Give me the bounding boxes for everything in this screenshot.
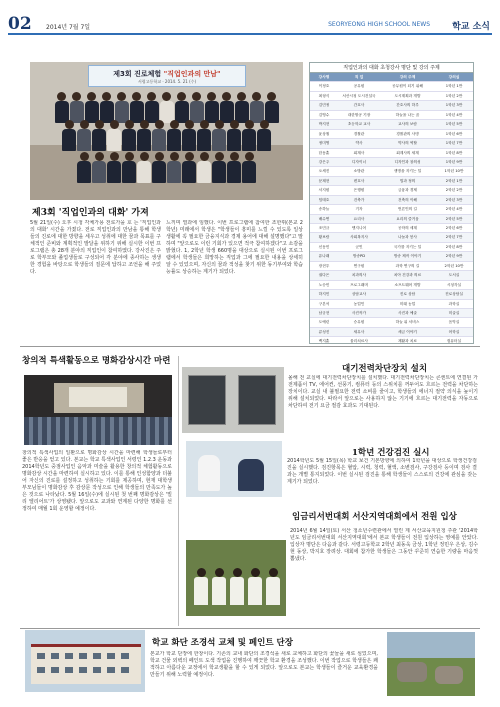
table-cell: 문재현 [318, 178, 330, 183]
table-cell: 약사의 역할 [398, 141, 417, 146]
table-cell: 프로그래머 [350, 282, 368, 287]
table-cell: 교사의 보람 [398, 122, 417, 127]
table-cell: 1학년 5반 [445, 122, 463, 127]
table-cell: 소방관 [353, 169, 365, 174]
table-cell: 공학의 세계 [398, 226, 417, 230]
table-row [310, 300, 473, 309]
career-day-article-col1: 5월 21일(수) 오후 시청 각체가용 전로가을 호 는 '직업인과의 대화' 시간을 가졌다. 전로 직업인과의 만남을 통해 학생들의 진로에 대한 방향을 세우고 성취에 대한 꿈과 목표를 구체적인 준비와 계획적인 발달을 위하기 위해 실시한 이번 프로그램은 총 28개 분야의 직업인이 참여하였다. 강사진은 주로 학부모와 졸업생들로 구성되어 각 분야에 종사하는 생생한 경험을 바탕으로 학생들의 질문에 답하고 조언을 해 주었다. [30, 220, 161, 275]
table-cell: 2학년 1반 [445, 178, 463, 183]
table-cell: 하늘 위 서비스 [395, 320, 420, 325]
table-cell: 류성진 [318, 329, 330, 334]
table-cell: 2학년 8반 [445, 244, 463, 249]
table-cell: 이정호 [318, 84, 330, 89]
table-cell: 법과 정의 [399, 178, 416, 183]
table-cell: 1학년 10반 [444, 169, 464, 174]
page-header [0, 0, 500, 40]
table-cell: 2학년 5반 [445, 216, 463, 221]
table-cell: 과학 연구의 길 [395, 263, 420, 268]
building [31, 644, 141, 684]
table-cell: 도시계획과 개발 [394, 93, 421, 98]
table-cell: 도예린 [318, 320, 330, 325]
table-row [310, 290, 473, 299]
table-row [310, 309, 473, 318]
table-cell: 사회복지사 [350, 235, 368, 240]
table-cell: 1학년 6반 [445, 131, 463, 136]
table-cell: 오세진 [318, 169, 330, 174]
table-cell: 1학년 9반 [445, 159, 463, 164]
table-cell: 남궁현 [318, 310, 330, 315]
table-cell: 조민규 [318, 226, 330, 230]
career-day-article-title: 제3회 '직업인과의 대화' 가져 [32, 208, 149, 218]
table-row [310, 271, 473, 280]
table-cell: 은행원 [353, 188, 365, 193]
table-cell: 변호사 [353, 178, 365, 183]
table-row [310, 130, 473, 139]
table-cell: 황보람 [318, 235, 330, 240]
table-row [310, 158, 473, 167]
header-divider [8, 33, 492, 35]
table-cell: 1학년 8반 [445, 150, 463, 155]
table-cell: 나눔과 봉사 [398, 235, 417, 240]
table-cell: 시청각실 [446, 282, 462, 287]
table-cell: 군인 [355, 244, 363, 249]
table-cell: 컴퓨터실 [446, 339, 462, 344]
table-cell: 도서실 [448, 273, 460, 278]
table-cell: 치과의사 [351, 273, 367, 278]
student-figure [238, 459, 264, 491]
table-cell: 2학년 3반 [445, 197, 463, 202]
table-cell: 소프트웨어 개발 [394, 282, 421, 287]
table-cell: 1학년 3반 [445, 103, 463, 108]
table-row [310, 252, 473, 261]
table-cell: 사진작가 [351, 310, 367, 315]
middle-row-people [30, 120, 303, 151]
table-cell: 경찰관 [353, 131, 365, 136]
table-cell: 1학년 1반 [445, 84, 463, 89]
table-cell: 음악실 [448, 320, 460, 325]
table-cell: 장현우 [318, 263, 330, 268]
table-row [310, 205, 473, 214]
table-cell: 윤상철 [318, 131, 330, 136]
table-cell: 김민정 [318, 103, 330, 108]
table-cell: 백지훈 [318, 339, 330, 344]
table-cell: 초등학교 교사 [347, 122, 371, 127]
table-row [310, 281, 473, 290]
table-cell: 생명을 지키는 일 [393, 169, 422, 174]
table-cell: 회계사 [353, 150, 365, 155]
table-cell: 어학실 [448, 329, 460, 334]
table-cell: 서산시청 도시건설국 [342, 93, 376, 98]
table-row [310, 111, 473, 120]
device-panel [238, 375, 276, 425]
auditorium-photo [24, 375, 172, 445]
table-cell: 공무원 [353, 84, 365, 89]
table-cell: 과학실 [448, 301, 460, 306]
table-cell: 간호사 [353, 103, 365, 108]
table-cell: 연구원 [353, 263, 365, 268]
table-cell: 강은주 [318, 159, 330, 164]
table-cell: 방송 제작 이야기 [393, 254, 422, 259]
table-cell: 건축의 이해 [398, 197, 417, 202]
table-cell: 공무원이 되기 위해 [392, 84, 423, 89]
table-cell: 농업인 [353, 301, 365, 306]
table-cell: 기자 [355, 207, 363, 212]
table-cell: 2학년 6반 [445, 226, 463, 230]
projection-screen [69, 387, 127, 407]
section-divider [20, 346, 480, 347]
banner-title: 제3회 진로체험 [113, 70, 162, 78]
column-divider [178, 356, 179, 626]
column-header: 강사명 [318, 75, 330, 79]
table-cell: 회계사의 세계 [396, 150, 419, 155]
table-cell: 사진과 예술 [398, 310, 417, 315]
power-device-photo [182, 367, 284, 433]
table-cell: 2학년 7반 [445, 235, 463, 240]
table-row [310, 139, 473, 148]
health-check-photo [186, 441, 282, 497]
back-row-people [30, 92, 303, 123]
table-cell: 송하늘 [318, 207, 330, 212]
table-row [310, 318, 473, 327]
table-row [310, 186, 473, 195]
front-row-seated-people [30, 152, 303, 183]
table-cell: 승무원 [353, 320, 365, 325]
issue-date: 2014년 7월 7일 [46, 24, 91, 31]
table-cell: 미술실 [448, 310, 460, 315]
table-cell: 건축가 [353, 197, 365, 202]
table-cell: 신동민 [318, 244, 330, 249]
health-check-title: 1학년 건강검진 실시 [352, 448, 430, 458]
table-cell: 2학년 4반 [445, 207, 463, 212]
table-cell: 서지원 [318, 188, 330, 193]
table-cell: 디자인과 창의성 [394, 159, 421, 164]
table-cell: 최형식 [318, 93, 330, 98]
table-cell: 경찰관의 사명 [396, 131, 419, 136]
garden-photo [387, 632, 475, 696]
table-cell: 요리의 즐거움 [396, 216, 419, 221]
power-device-body: 올해 전 교실에 대기전력차단장치를 설치했다. 대기전력차단장치는 콘센트에 연결된 가전제품이 TV, 에어컨, 선풍기, 컴퓨터 등의 스위치를 꺼두어도 흐르는 전력을 차단하는 장치이다. 교실 내 불필요한 전력 소비를 줄이고, 학생들의 에너지 절약 의식을 높이기 위해 설치되었다. 따라서 앞으로는 사용하지 않는 기기에 흐르는 대기전력을 자동으로 차단하여 전기 요금 절감 효과도 기대된다. [288, 375, 478, 409]
career-day-group-photo [30, 62, 303, 200]
table-cell: 약사 [355, 141, 363, 146]
table-cell: 진로 상담 [399, 292, 416, 297]
device-panel [188, 375, 226, 425]
table-row [310, 243, 473, 252]
table-cell: 언론인의 길 [398, 207, 417, 212]
table-row [310, 120, 473, 129]
table-row [310, 82, 473, 91]
table-cell: 요리사 [353, 216, 365, 221]
table-cell: 하늘을 나는 꿈 [395, 112, 420, 117]
table-cell: 박지현 [318, 122, 330, 127]
table-cell: 간호사의 하루 [396, 103, 419, 108]
table-cell: 세무사 [353, 329, 365, 334]
contest-body: 2014년 6월 14일(토) 서산 청소년수련관에서 열린 제 서산교육지원청 주관 '2014학년도 임금리서번대회 서산지역대회'에서 본교 학생들이 전원 입상하는 영예를 안았다. 입상자 명단은 다음과 같다. 서령고등학교 2학년 최동욱 금상, 1학년 정민우 은상, 김수현 동상, 박지호 장려상. 대회에 참가한 학생들은 그동안 꾸준히 연습한 기량을 마음껏 뽐냈다. [290, 528, 478, 562]
table-caption: 직업인과의 대화 초청강사 명단 및 강의 주제 [310, 63, 473, 73]
table-header-row [310, 73, 473, 82]
table-row [310, 149, 473, 158]
table-cell: 2학년 10반 [444, 263, 464, 268]
event-banner [88, 65, 246, 87]
landscaping-title: 학교 화단 조경석 교체 및 페인트 단장 [152, 638, 293, 648]
table-cell: 상담교사 [351, 292, 367, 297]
table-row [310, 328, 473, 337]
table-cell: 임태호 [318, 197, 330, 202]
table-cell: 정미영 [318, 141, 330, 146]
table-cell: 한동훈 [318, 150, 330, 155]
table-cell: 세금 이야기 [398, 329, 417, 334]
table-row [310, 177, 473, 186]
contest-title: 임금리서번대회 서산지역대회에서 전원 입상 [292, 512, 457, 522]
table-cell: 미래 농업 [399, 301, 416, 306]
career-day-article-col2: 느끼며 열과에 임했다. 이번 프로그램에 참여한 조한휘(본교 2학년) 미래에서 학생은 "학생들이 흥미를 느낄 수 있도록 일상생활에 꼭 필요한 금융지식과 경제 용어에 대해 설명했다"고 말하며 "앞으로도 이런 기회가 있으면 적극 참여하겠다"고 소감을 밝혔다. 1, 2학년 학생 660명을 대상으로 실시된 이번 프로그램에서 학생들은 희망하는 직업과 그에 필요한 내용을 상세히 알 수 있었으며, 자신의 꿈과 적성을 찾기 위한 동기부여와 학습능률도 상승하는 계기가 되었다. [166, 220, 303, 275]
health-check-body: 2014학년도 5월 15일(목) 학교 보건 기본방향에 의하여 1학년을 대상으로 학생건강검진을 실시했다. 검진항목은 혈압, 시력, 청력, 혈액, 소변검사, 구강검사 등이며 검사 결과는 개별 통지되었다. 이번 실시된 검진을 통해 학생들이 스스로의 건강에 관심을 갖는 계기가 되었다. [287, 458, 477, 485]
section-divider [20, 628, 480, 629]
table-cell: 국가를 지키는 일 [393, 244, 422, 249]
column-header: 강의실 [448, 75, 460, 79]
school-name: SEORYEONG HIGH SCHOOL NEWS [328, 21, 430, 28]
table-row [310, 167, 473, 176]
table-cell: 권다은 [318, 273, 330, 278]
table-cell: 2학년 9반 [445, 254, 463, 259]
table-cell: 디자이너 [351, 159, 367, 164]
table-cell: 대한항공 기장 [347, 112, 371, 117]
table-cell: 엔지니어 [351, 226, 367, 230]
landscaping-body: 본교가 학교 단장에 한창이다. 기존의 교내 화단의 조경석을 새로 교체하고 화단의 꽃들을 새로 심었으며, 학교 건물 외벽의 페인트 도색 작업을 진행하여 깨끗한 학교 환경을 조성했다. 이번 작업으로 학생들은 쾌적하고 아름다운 교정에서 학교생활을 할 수 있게 되었다. 앞으로도 본교는 학생들이 즐거운 교육환경을 만들기 위해 노력할 예정이다. [150, 651, 378, 678]
table-cell: 1학년 2반 [445, 93, 463, 98]
table-cell: 금융과 경제 [398, 188, 417, 193]
banner-caption: 서령고등학교 · 2014. 5. 21 (수) [137, 79, 197, 84]
table-cell: 치아 건강과 의료 [393, 273, 422, 278]
table-row [310, 92, 473, 101]
table-row [310, 196, 473, 205]
table-cell: 진로상담실 [445, 292, 463, 297]
audience [24, 417, 172, 445]
table-cell: 배수연 [318, 216, 330, 221]
table-cell: 재활과 치료 [398, 339, 417, 344]
table-cell: 구본석 [318, 301, 330, 306]
table-cell: 하지민 [318, 292, 330, 297]
table-row [310, 224, 473, 233]
school-building-photo [25, 630, 145, 692]
table-cell: 물리치료사 [350, 339, 368, 344]
table-cell: 유나래 [318, 254, 330, 259]
section-title: 학교 소식 [452, 22, 490, 32]
table-cell: 2학년 2반 [445, 188, 463, 193]
contest-students-photo [186, 540, 286, 616]
table-cell: 김영수 [318, 112, 330, 117]
table-row [310, 215, 473, 224]
power-device-title: 대기전력차단장치 설치 [342, 364, 428, 374]
art-appreciation-title: 창의적 특색활동으로 명화감상시간 마련 [22, 356, 171, 366]
banner-subtitle: "직업인과의 만남" [163, 70, 221, 78]
column-header: 강의 주제 [399, 75, 416, 79]
table-cell: 1학년 7반 [445, 141, 463, 146]
table-cell: 1학년 4반 [445, 112, 463, 117]
table-cell: 노승민 [318, 282, 330, 287]
speaker-table [309, 62, 474, 344]
table-row [310, 101, 473, 110]
table-row [310, 262, 473, 271]
art-appreciation-body: 창의적 특색사업의 일환으로 명화감상 시간을 마련해 학생들로부터 좋은 반응을 얻고 있다. 본교는 학교 특색사업인 서령인 1.2.3 운동과 2014학년도 중점사업인 음악과 미술을 활용한 창의적 체험활동으로 명화감상 시간을 마련하여 실시하고 있다. 이를 통해 인성함양과 더불어 자신의 진로를 설정하고 성취하는 기회를 제공하며, 현재 대학생 부모님들이 명화감상 후 감상문 작성으로 인해 학생들의 만족도가 높은 것으로 나타났다. 5월 16일(수)에 실시된 첫 번째 명화감상은 '빌리 엘리어트'가 상영됐다. 앞으로도 교과와 연계된 다양한 명화를 선정하여 매월 1회 운영할 예정이다. [22, 450, 172, 512]
table-row [310, 233, 473, 242]
page-number: 02 [8, 14, 32, 34]
doctor-figure [198, 455, 220, 491]
column-header: 직 업 [354, 75, 364, 79]
table-cell: 방송PD [352, 254, 366, 259]
